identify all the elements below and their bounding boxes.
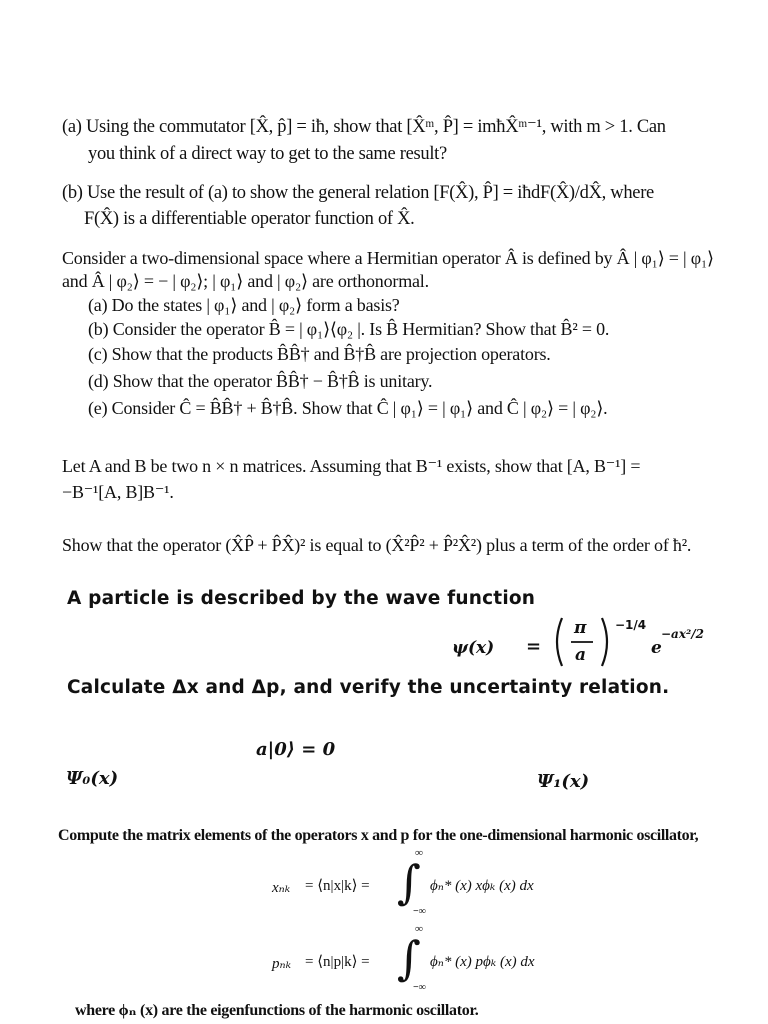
left-paren [557, 618, 562, 666]
ladder-psi1: Ψ₁(x) [537, 771, 590, 792]
wavefunction-e-exponent: −ax²/2 [661, 627, 704, 641]
matrices-line2: −B⁻¹[A, B]B⁻¹. [62, 482, 174, 502]
hermitian-part-b: (b) Consider the operator B̂ = | φ₁⟩⟨φ₂ |. Is B̂ Hermitian? Show that B̂² = 0. [88, 319, 610, 339]
hermitian-part-a: (a) Do the states | φ₁⟩ and | φ₂⟩ form a basis? [88, 295, 400, 315]
p-integral-upper: ∞ [415, 923, 423, 935]
wavefunction-equals: = [526, 636, 542, 657]
wavefunction-fraction [552, 614, 612, 670]
p-integrand: ϕₙ* (x) pϕₖ (x) dx [430, 954, 535, 970]
p-integral-lower: −∞ [413, 982, 426, 993]
hermitian-intro-line2: and Â | φ₂⟩ = − | φ₂⟩; | φ₁⟩ and | φ₂⟩ are orthonormal. [62, 271, 429, 291]
hermitian-intro-line1: Consider a two-dimensional space where a Hermitian operator Â is defined by Â | φ₁⟩ = | φ₁⟩ [62, 248, 714, 268]
right-paren [602, 618, 607, 666]
ladder-psi0: Ψ₀(x) [66, 768, 119, 789]
wavefunction-outer-exponent: −1/4 [615, 618, 647, 632]
p-matrix-bra: = ⟨n|p|k⟩ = [305, 954, 370, 970]
wavefunction-task: Calculate Δx and Δp, and verify the uncertainty relation. [67, 677, 670, 698]
p-integral-sign: ∫ [397, 931, 421, 985]
wavefunction-pi: π [574, 618, 587, 638]
commutator-part-b-line1: (b) Use the result of (a) to show the general relation [F(X̂), P̂] = iħdF(X̂)/dX̂, where [62, 183, 654, 203]
commutator-part-b-line2: F(X̂) is a differentiable operator function of X̂. [84, 209, 415, 229]
oscillator-statement: Compute the matrix elements of the operators x and p for the one-dimensional harmonic oscillator, [58, 827, 699, 844]
wavefunction-psi: ψ(x) [452, 638, 495, 658]
x-integral-upper: ∞ [415, 847, 423, 859]
commutator-part-a-line2: you think of a direct way to get to the same result? [88, 144, 447, 164]
hermitian-part-e: (e) Consider Ĉ = B̂B̂† + B̂†B̂. Show that Ĉ | φ₁⟩ = | φ₁⟩ and Ĉ | φ₂⟩ = | φ₂⟩. [88, 398, 608, 418]
matrices-line1: Let A and B be two n × n matrices. Assuming that B⁻¹ exists, show that [A, B⁻¹] = [62, 456, 641, 476]
x-integrand: ϕₙ* (x) xϕₖ (x) dx [430, 878, 534, 894]
oscillator-footer: where ϕₙ (x) are the eigenfunctions of the harmonic oscillator. [75, 1002, 479, 1019]
p-matrix-lhs: pₙₖ [272, 956, 292, 972]
x-integral-lower: −∞ [413, 906, 426, 917]
ladder-relation: a|0⟩ = 0 [256, 739, 336, 760]
hermitian-part-c: (c) Show that the products B̂B̂† and B̂†B̂ are projection operators. [88, 344, 551, 364]
wavefunction-a: a [575, 645, 587, 665]
x-integral-sign: ∫ [397, 855, 421, 909]
x-matrix-bra: = ⟨n|x|k⟩ = [305, 878, 370, 894]
wavefunction-heading: A particle is described by the wave function [67, 588, 536, 609]
commutator-part-a-line1: (a) Using the commutator [X̂, p̂] = iħ, show that [X̂ᵐ, P̂] = imħX̂ᵐ⁻¹, with m > 1. Can [62, 117, 666, 137]
hermitian-part-d: (d) Show that the operator B̂B̂† − B̂†B̂ is unitary. [88, 371, 433, 391]
operator-statement: Show that the operator (X̂P̂ + P̂X̂)² is equal to (X̂²P̂² + P̂²X̂²) plus a term of the order of ħ². [62, 535, 692, 555]
wavefunction-e: e [651, 638, 662, 658]
x-matrix-lhs: xₙₖ [272, 880, 291, 896]
